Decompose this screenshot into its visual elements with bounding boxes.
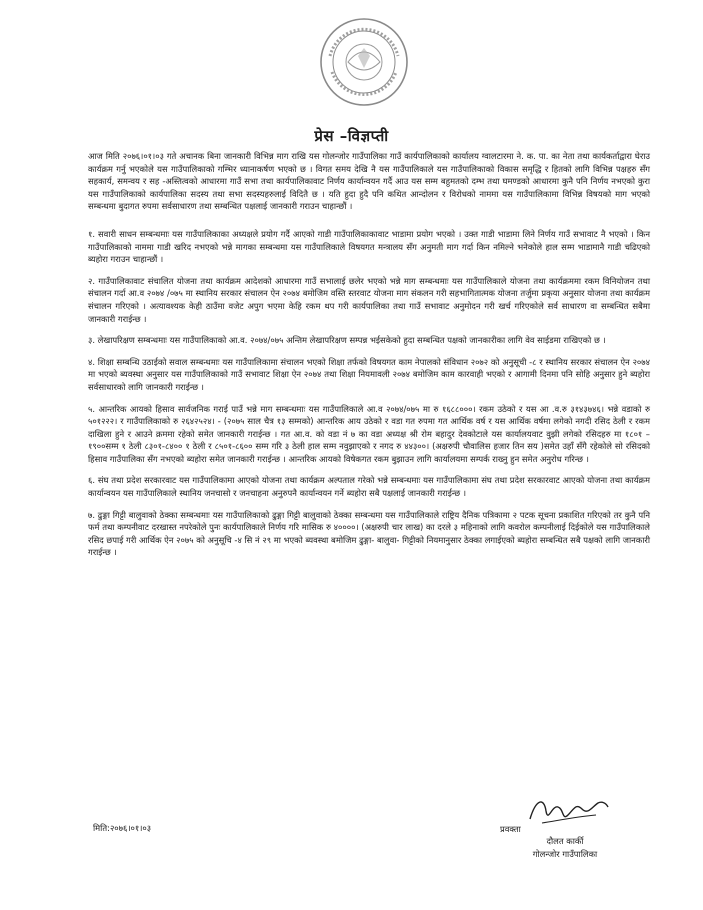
point-5-revenue: ५. आन्तरिक आयको हिसाव सार्वजनिक गराई पाउँ भन्ने माग सम्बन्धमाः यस गाउँपालिकाले आ.व २०७४/०७५ मा रु १६८८०००। रकम उठेको र यस आ .व.रु ३१४३७४६। भन्ने वडाको रु ५०१२२२। र गाउँपालिकाको रु २६४२५२४। - (२०७५ साल चैत्र १३ सम्मको) आन्तरिक आय उठेको र वडा गत रुपमा गत आर्थिक वर्ष र यस आर्थिक वर्षमा लगेको नगदी रसिद ठेली र रकम दाखिला हुने र आउने क्रममा रहेको समेत जानकारी गराईन्छ । गत आ.व. को वडा नं ७ का वडा अध्यक्ष श्री रोम बहादुर देवकोटाले यस कार्यालयवाट वुझी लगेको रसिदहरु मा १८०१ – १९००सम्म १ ठेली ८३०१-८४०० १ ठेली र ८५०१-८६०० सम्म गरि ३ ठेली हाल सम्म नवुझाएको र नगद रु ४४३००। (अक्षरुपी चौवालिस हजार तिन सय )समेत उहाँ सँगै रहेकोले सो रसिदको हिसाव गाउँपालिका सँग नभएको ब्यहोरा समेत जानकारी गराईन्छ । आन्तरिक आयको विषेकगत रकम बुझाउन लागि कार्यालयमा सम्पर्क राख्नु हुन समेत अनुरोध गरिन्छ । [88, 403, 650, 464]
intro-paragraph: आज मिति २०७६।०१।०३ गते अचानक बिना जानकारी विभिन्न माग राखि यस गोलन्जोर गाउँपालिका गाउँ कार्यपालिकाको कार्यालय ग्वालटारमा ने. क. पा. का नेता तथा कार्यकर्ताद्वारा घेराउ कार्यक्रम गर्नु भएकोले यस गाउँपालिकाको गम्भिर ध्यानाकर्षण भएको छ । विगत समय देखि नै यस गाउँपालिकाले यस गाउँपालिकाको विकास समृद्धि र हितको लागि विभिन्न पक्षहरु सँग सहकार्य, समन्वय र सह -अस्तित्वको आधारमा गाउँ सभा तथा कार्यपालिकावाट निर्णय कार्यान्वयन गर्दै आउ यस सम्म बहुमतको दम्भ तथा घमण्डको आधारमा कुनै पनि निर्णय नभएको कुरा यस गाउँपालिकाको कार्यपालिका सदस्य तथा सभा सदस्यहरुलाई विदितै छ । यति हुदा हुदै पनि कथित आन्दोलन र विरोधको नाममा यस गाउँपालिकामा विभिन्न विषयको माग भएको सम्बन्धमा बुदागत रुपमा सर्वसाधारण तथा सम्बन्धित पक्षलाई जानकारी गराउन चाहान्छौं । [88, 151, 650, 212]
point-2-plans: २. गाउँपालिकावाट संचालित योजना तथा कार्यक्रम आदेशको आधारमा गाउँ सभालाई छलेर भएको भन्ने माग सम्बन्धमाः यस गाउँपालिकाले योजना तथा कार्यक्रममा रकम विनियोजन तथा संचालन गर्दा आ.व २०७४ /०७५ मा स्थानिय सरकार संचालन ऐन २०७४ बमोजिम वस्ति स्तरवाट योजना माग संकलन गरी सहभागितात्मक योजना तर्जुमा प्रकृया अनुसार योजना तथा कार्यक्रम संचालन गरिएको । अत्यावश्यक केही ठाउँमा वजेट अपुग भएमा केहि रकम थप गरी कार्यपालिका तथा गाउँ सभावाट अनुमोदन गरी खर्च गरिएकोले सर्व साधारण वा सम्बन्धित सबैमा जानकारी गराईन्छ । [88, 275, 650, 324]
signatory-role: प्रवक्ता [500, 824, 521, 834]
document-title: प्रेस –विज्ञप्ती [314, 127, 389, 145]
point-3-audit: ३. लेखापरिक्षण सम्बन्धमाः यस गाउँपालिकाको आ.व. २०७४/०७५ अन्तिम लेखापरिक्षण सम्पन्न भईसकेको हुदा सम्बन्धित पक्षको जानकारीका लागि वेव साईडमा राखिएको छ । [88, 335, 606, 346]
signatory-office: गोलन्जोर गाउँपालिका [532, 849, 598, 859]
document-body [88, 150, 650, 568]
point-6-federal-plans: ६. संघ तथा प्रदेश सरकारवाट यस गाउँपालिकामा आएको योजना तथा कार्यक्रम अल्पताल गरेको भन्ने सम्बन्धमाः यस गाउँपालिकामा संघ तथा प्रदेश सरकारवाट आएको योजना तथा कार्यक्रम कार्यान्वयन यस गाउँपालिकाले स्थानिय जनचासो र जनचाहना अनुरुपनै कार्यान्वयन गर्ने ब्यहोरा सबै पक्षलाई जानकारी गराईन्छ । [88, 475, 650, 499]
point-7-sand-gravel: ७. ढुङ्गा गिट्टी बालुवाको ठेक्का सम्बन्धमाः यस गाउँपालिकाको ढुङ्गा गिट्टी बालुवाको ठेक्का सम्बन्धमा यस गाउँपालिकाले राष्ट्रिय दैनिक पत्रिकामा २ पटक सूचना प्रकाशित गरिएको तर कुनै पनि फर्म तथा कम्पनीवाट दरखास्त नपरेकोले पुनः कार्यपालिकाले निर्णय गरि मासिक रु ४००००। (अक्षरुपी चार लाख) का दरले ३ महिनाको लागि कवरोल कम्पनीलाई दिईकोले यस गाउँपालिकाले रसिद छपाई गरी आर्थिक ऐन २०७५ को अनुसूचि -४ सि नं २९ मा भएको ब्यवस्था बमोजिम ढुङ्गा- बालुवा- गिट्टीको नियमानुसार ठेक्का लगाईएको ब्यहोरा सम्बन्धित सबै पक्षको लागि जानकारी गराईन्छ । [88, 509, 650, 558]
municipality-seal-icon [318, 16, 410, 108]
point-4-education: ४. शिक्षा सम्बन्धि उठाईको सवाल सम्बन्धमाः यस गाउँपालिकामा संचालन भएको शिक्षा तर्फको विषयगत काम नेपालको संविधान २०७२ को अनुसूची -८ र स्थानिय सरकार संचालन ऐन २०७४ मा भएको ब्यवस्था अनुसार यस गाउँपालिकाको गाउँ सभावाट शिक्षा ऐन २०७४ तथा शिक्षा नियमावली २०७४ बमोजिम काम कारवाही भएको र आगामी दिनमा पनि सोहि अनुसार हुने ब्यहोरा सर्वसाधारको लागि जानकारी गराईन्छ । [88, 356, 650, 392]
signatory-name: दौलत कार्की [546, 836, 584, 846]
signature-block [500, 793, 630, 861]
point-1-vehicle: १. सवारी साधन सम्बन्धमाः यस गाउँपालिकाका अध्यक्षले प्रयोग गर्दै आएको गाडी गाउँपालिकाकावाट भाडामा प्रयोग भएको । उक्त गाडी भाडामा लिने निर्णय गाउँ सभावाट नै भएको । किन गाउँपालिकाको नाममा गाडी खरिद नभएको भन्ने मागका सम्बन्धमा यस गाउँपालिकाले विषयगत मन्त्रालय सँग अनुमती माग गर्दा किन नमिल्ने भनेकोले हाल सम्म भाडामानै गाडी चढिएको ब्यहोरा गराउन चाहान्छौं । [88, 228, 650, 265]
issue-date: मिति:२०७६।०१।०३ [93, 823, 152, 833]
